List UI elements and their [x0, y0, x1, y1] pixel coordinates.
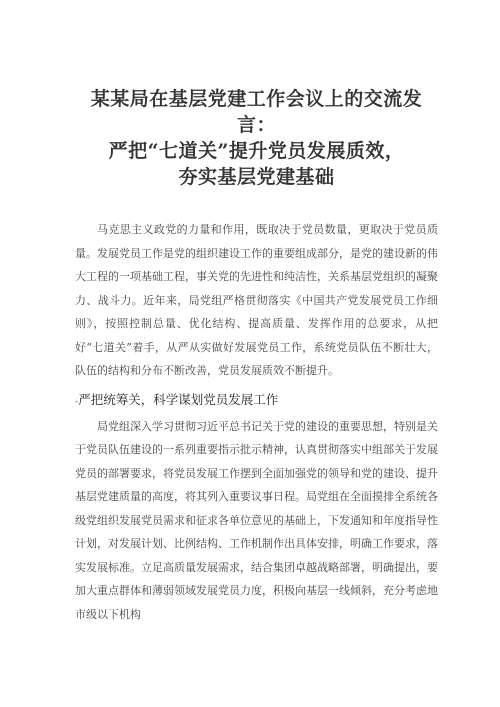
intro-paragraph: 马克思主义政党的力量和作用，既取决于党员数量，更取决于党员质量。发展党员工作是党的组织建设工作的重要组成部分，是党的建设新的伟大工程的一项基础工程，事关党的先进性和纯洁性，关系基层党组织的凝聚力、战斗力。近年来，局党组严格贯彻落实《中国共产党发展党员工作细则》，按照控制总量、优化结构、提高质量、发挥作用的总要求，从把好“七道关”着手，从严从实做好发展党员工作，系统党员队伍不断壮大，队伍的结构和分布不断改善，党员发展质效不断提升。 [75, 223, 438, 377]
section-heading-1 [75, 389, 438, 413]
document-body [75, 218, 438, 626]
section-heading-text: 严把统筹关，科学谋划党员发展工作 [78, 391, 279, 407]
title-line-1: 某某局在基层党建工作会议上的交流发言： [90, 88, 423, 136]
title-line-3: 夯实基层党建基础 [178, 166, 335, 188]
document-title [75, 86, 438, 190]
section-heading-prefix: - [75, 396, 79, 407]
title-line-2: 严把“七道关”提升党员发展质效， [108, 140, 405, 162]
section1-paragraph: 局党组深入学习贯彻习近平总书记关于党的建设的重要思想，特别是关于党员队伍建设的一系列重要指示批示精神，认真贯彻落实中组部关于发展党员的部署要求，将党员发展工作摆到全面加强党的领导和党的建设、提升基层党建质量的高度，将其列入重要议事日程。局党组在全面摸排全系统各级党组织发展党员需求和征求各单位意见的基础上，下发通知和年度指导性计划，对发展计划、比例结构、工作机制作出具体安排，明确工作要求，落实发展标准。立足高质量发展需求，结合集团卓越战略部署，明确提出，要加大重点群体和薄弱领域发展党员力度，积极向基层一线倾斜，充分考虑地市级以下机构 [75, 419, 438, 621]
